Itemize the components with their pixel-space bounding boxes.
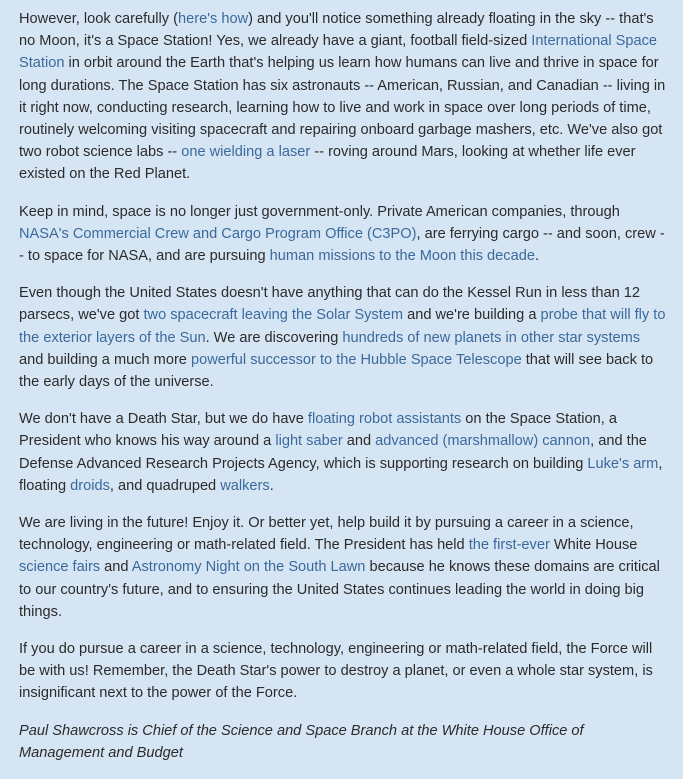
text-run: We don't have a Death Star, but we do have: [19, 411, 308, 428]
text-run: Keep in mind, space is no longer just government-only. Private American companies, through: [19, 203, 620, 220]
text-run: Even though the United States doesn't have anything that can do the Kessel Run in less than 12 parsecs, we've got: [19, 285, 641, 324]
article-body: [19, 8, 667, 779]
text-run: and building a much more: [19, 351, 191, 368]
link-astronomy-night[interactable]: Astronomy Night on the South Lawn: [131, 559, 366, 576]
text-run: . We are discovering: [205, 329, 343, 346]
text-run: on the Space Station, a President who knows his way around a: [19, 411, 618, 450]
text-run: , and quadruped: [109, 477, 221, 494]
link-hubble-successor[interactable]: powerful successor to the Hubble Space Telescope: [190, 351, 522, 368]
paragraph-2: [19, 201, 667, 268]
byline-text: Paul Shawcross is Chief of the Science and Space Branch at the White House Office of Management and Budget: [19, 722, 584, 761]
text-run: and: [100, 559, 132, 576]
text-run: ) and you'll notice something already floating in the sky -- that's no Moon, it's a Space Station! Yes, we already have a giant, football field-sized: [19, 11, 654, 50]
text-run: We are living in the future! Enjoy it. Or better yet, help build it by pursuing a career in a science, technology, engineering or math-related field. The President has held: [19, 515, 634, 554]
paragraph-3: [19, 282, 667, 393]
link-solar-probe[interactable]: probe that will fly to the exterior layers of the Sun: [19, 307, 666, 346]
text-run: However, look carefully (: [19, 11, 178, 27]
text-run: that will see back to the early days of the universe.: [19, 351, 654, 391]
text-run: and: [342, 433, 376, 450]
link-science-fairs[interactable]: science fairs: [19, 559, 101, 576]
text-run: , and the Defense Advanced Research Projects Agency, which is supporting research on building: [19, 433, 647, 472]
text-run: because he knows these domains are critical to our country's future, and to ensuring the United States continues leading the world in doing big things.: [19, 559, 660, 620]
text-run: and we're building a: [403, 307, 541, 324]
link-lukes-arm[interactable]: Luke's arm: [587, 455, 659, 472]
link-new-planets[interactable]: hundreds of new planets in other star systems: [342, 329, 641, 346]
text-run: .: [269, 477, 274, 494]
link-droids[interactable]: droids: [70, 477, 110, 494]
paragraph-1: [19, 8, 667, 186]
link-heres-how[interactable]: here's how: [177, 11, 249, 27]
text-run: , are ferrying cargo -- and soon, crew -- to space for NASA, and are pursuing: [19, 225, 665, 265]
link-nasa-c3po[interactable]: NASA's Commercial Crew and Cargo Program Office (C3PO): [19, 225, 417, 242]
link-first-ever[interactable]: the first-ever: [468, 537, 550, 554]
link-international-space-station[interactable]: International Space Station: [19, 33, 658, 72]
text-run: , floating: [19, 455, 663, 494]
text-run: .: [534, 248, 540, 265]
paragraph-6: [19, 638, 667, 705]
link-one-wielding-a-laser[interactable]: one wielding a laser: [181, 144, 311, 161]
text-run: White House: [549, 537, 638, 554]
link-floating-robot-assistants[interactable]: floating robot assistants: [307, 411, 462, 428]
paragraph-4: [19, 408, 667, 497]
link-marshmallow-cannon[interactable]: advanced (marshmallow) cannon: [375, 433, 591, 450]
author-byline: [19, 720, 667, 764]
paragraph-5: [19, 512, 667, 623]
link-human-missions-moon[interactable]: human missions to the Moon this decade: [269, 248, 535, 265]
link-light-saber[interactable]: light saber: [275, 433, 343, 450]
text-run: If you do pursue a career in a science, technology, engineering or math-related field, the Force will be with us! Remember, the Death Star's power to destroy a planet, or even a whole star system, is insignificant next to the power of the Force.: [19, 641, 653, 702]
link-two-spacecraft[interactable]: two spacecraft leaving the Solar System: [143, 307, 404, 324]
text-run: -- roving around Mars, looking at whether life ever existed on the Red Planet.: [19, 144, 636, 183]
text-run: in orbit around the Earth that's helping us learn how humans can live and thrive in space for long durations. The Space Station has six astronauts -- American, Russian, and Canadian -- living in it right now, conducting research, learning how to live and work in space over long periods of time, routinely welcoming visiting spacecraft and repairing onboard garbage mashers, etc. We've also got two robot science labs --: [19, 55, 666, 161]
link-walkers[interactable]: walkers: [220, 477, 270, 494]
